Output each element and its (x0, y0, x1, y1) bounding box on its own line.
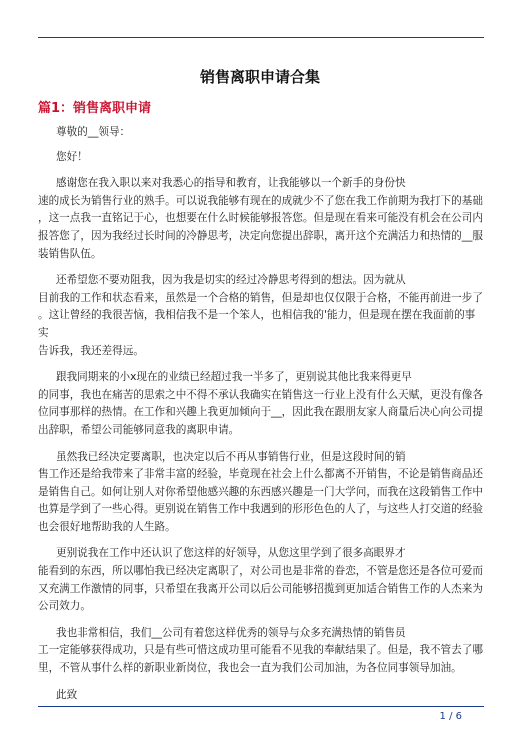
letter-body (38, 124, 484, 704)
paragraph-line: ，这一点我一直铭记于心，也想要在什么时候能够报答您。但是现在看来可能没有机会在公司内 (38, 212, 483, 225)
salutation: 尊敬的__领导： (56, 126, 131, 138)
footer-rule (38, 706, 484, 707)
paragraph-6 (38, 625, 484, 678)
paragraph-line: 公司效力。 (38, 600, 91, 613)
closing: 此致 (56, 688, 78, 701)
greeting: 您好！ (56, 150, 88, 163)
page-number: 1 / 6 (439, 711, 462, 722)
paragraph-5 (38, 545, 484, 615)
paragraph-line: 。这让曾经的我很苦恼，我相信我不是一个笨人，也相信我的'能力，但是现在摆在我面前的事实 (38, 309, 476, 339)
paragraph-line: 装销售队伍。 (38, 247, 102, 260)
paragraph-line: 跟我同期来的小x现在的业绩已经超过我一半多了，更别说其他比我来得更早 (56, 371, 412, 384)
paragraph-line: 还希望您不要劝阻我，因为我是切实的经过冷静思考得到的想法。因为就从 (56, 274, 406, 287)
paragraph-1 (38, 175, 484, 263)
paragraph-line: 目前我的工作和状态看来，虽然是一个合格的销售，但是却也仅仅限于合格，不能再前进一步了 (38, 291, 483, 304)
paragraph-line: 也算是学到了一些心得。更别说在销售工作中我遇到的形形色色的人了，与这些人打交道的经验 (38, 503, 483, 516)
paragraph-line: 的同事，我也在痛苦的思索之中不得不承认我确实在销售这一行业上没有什么天赋，更没有像各 (38, 388, 483, 401)
paragraph-line: 报答您了，因为我经过长时间的冷静思考，决定向您提出辞职，离开这个充满活力和热情的__服 (38, 229, 483, 242)
paragraph-line: 工一定能够获得成功，只是有些可惜这成功里可能看不见我的奉献结果了。但是，我不管去了哪 (38, 644, 483, 657)
paragraph-line: 出辞职，希望公司能够同意我的离职申请。 (38, 423, 240, 436)
paragraph-line: 售工作还是给我带来了非常丰富的经验，毕竟现在社会上什么都离不开销售，不论是销售商品还 (38, 468, 483, 481)
paragraph-line: 更别说我在工作中还认识了您这样的好领导，从您这里学到了很多高眼界才 (56, 547, 406, 560)
paragraph-4 (38, 449, 484, 537)
header-rule (38, 37, 484, 38)
section-heading: 篇1：销售离职申请 (38, 101, 152, 116)
paragraph-line: 又充满工作激情的同事，只希望在我离开公司以后公司能够招揽到更加适合销售工作的人杰来为 (38, 582, 483, 595)
paragraph-line: 速的成长为销售行业的熟手。可以说我能够有现在的成就少不了您在我工作前期为我打下的基础 (38, 194, 483, 207)
paragraph-2 (38, 272, 484, 360)
page-title: 销售离职申请合集 (199, 68, 320, 86)
paragraph-line: 也会很好地帮助我的人生路。 (38, 520, 176, 533)
paragraph-line: 位同事那样的热情。在工作和兴趣上我更加倾向于__，因此我在跟朋友家人商量后决心向公司提 (38, 406, 483, 419)
paragraph-line: 虽然我已经决定要离职，也决定以后不再从事销售行业，但是这段时间的销 (56, 450, 406, 463)
paragraph-line: 告诉我，我还差得远。 (38, 344, 144, 357)
paragraph-line: 感谢您在我入职以来对我悉心的指导和教育，让我能够以一个新手的身份快 (56, 177, 406, 190)
paragraph-line: 能看到的东西，所以哪怕我已经决定离职了，对公司也是非常的眷恋，不管是您还是各位可爱而 (38, 565, 483, 578)
paragraph-line: 里，不管从事什么样的新职业新岗位，我也会一直为我们公司加油，为各位同事领导加油。 (38, 662, 462, 675)
paragraph-line: 是销售自己。如何让别人对你希望他感兴趣的东西感兴趣是一门大学问，而我在这段销售工作中 (38, 485, 483, 498)
paragraph-line: 我也非常相信，我们__公司有着您这样优秀的领导与众多充满热情的销售员 (56, 626, 406, 639)
paragraph-3 (38, 369, 484, 439)
